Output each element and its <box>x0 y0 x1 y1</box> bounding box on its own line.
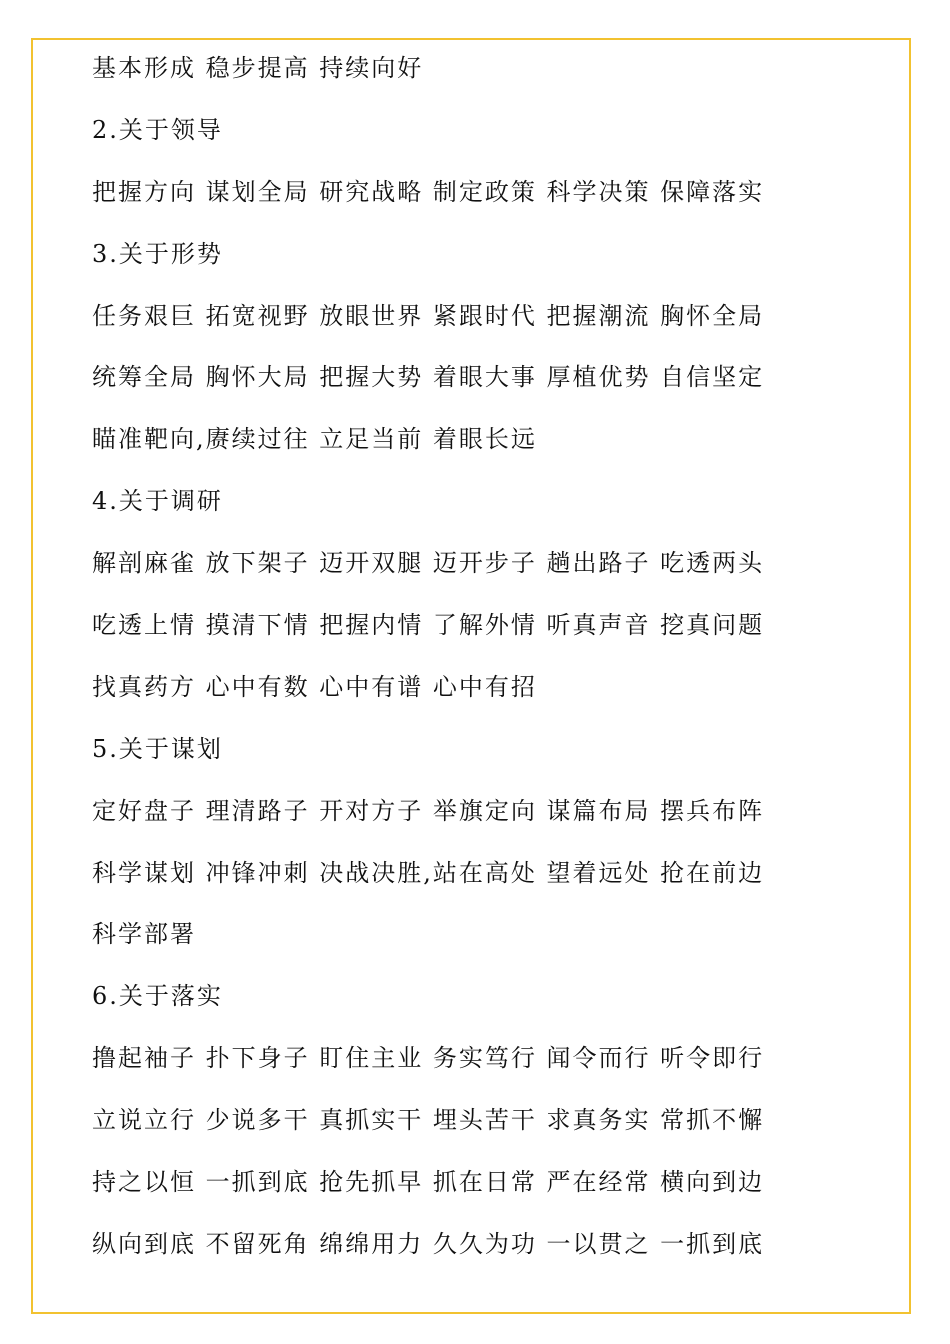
text-line: 统筹全局 胸怀大局 把握大势 着眼大事 厚植优势 自信坚定 <box>92 363 765 392</box>
section-heading-implementation: 6.关于落实 <box>92 982 223 1011</box>
document-body <box>92 44 872 1282</box>
section-heading-research: 4.关于调研 <box>92 487 223 516</box>
section-heading-situation: 3.关于形势 <box>92 239 223 268</box>
text-line: 纵向到底 不留死角 绵绵用力 久久为功 一以贯之 一抓到底 <box>92 1229 765 1258</box>
text-line: 立说立行 少说多干 真抓实干 埋头苦干 求真务实 常抓不懈 <box>92 1106 765 1135</box>
text-line: 撸起袖子 扑下身子 盯住主业 务实笃行 闻令而行 听令即行 <box>92 1044 765 1073</box>
text-line: 任务艰巨 拓宽视野 放眼世界 紧跟时代 把握潮流 胸怀全局 <box>92 301 765 330</box>
text-line: 科学部署 <box>92 920 196 949</box>
text-line: 定好盘子 理清路子 开对方子 举旗定向 谋篇布局 摆兵布阵 <box>92 796 765 825</box>
text-line: 瞄准靶向,赓续过往 立足当前 着眼长远 <box>92 425 537 454</box>
text-line: 科学谋划 冲锋冲刺 决战决胜,站在高处 望着远处 抢在前边 <box>92 858 765 887</box>
text-line: 找真药方 心中有数 心中有谱 心中有招 <box>92 672 537 701</box>
section-heading-planning: 5.关于谋划 <box>92 734 223 763</box>
text-line: 把握方向 谋划全局 研究战略 制定政策 科学决策 保障落实 <box>92 177 765 206</box>
text-line: 基本形成 稳步提高 持续向好 <box>92 54 424 82</box>
text-line: 解剖麻雀 放下架子 迈开双腿 迈开步子 趟出路子 吃透两头 <box>92 549 765 578</box>
section-heading-leadership: 2.关于领导 <box>92 115 223 144</box>
text-line: 持之以恒 一抓到底 抢先抓早 抓在日常 严在经常 横向到边 <box>92 1168 765 1197</box>
text-line: 吃透上情 摸清下情 把握内情 了解外情 听真声音 挖真问题 <box>92 611 765 640</box>
